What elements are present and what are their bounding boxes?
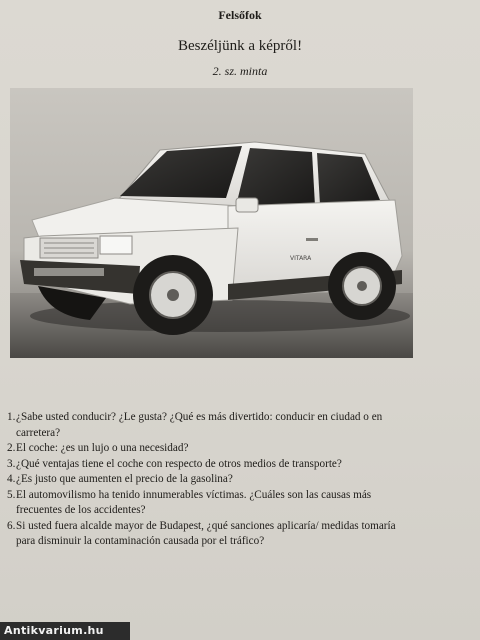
question-item: [7, 457, 417, 473]
question-text: El coche: ¿es un lujo o una necesidad?: [16, 442, 189, 454]
watermark-logo: Antikvarium.hu: [0, 622, 130, 640]
question-text: ¿Es justo que aumenten el precio de la gasolina?: [16, 473, 233, 485]
question-number: 2.: [7, 442, 16, 454]
question-text: Si usted fuera alcalde mayor de Budapest, ¿qué sanciones aplicaría/ medidas tomaría para disminuir la contaminación causada por el tráfico?: [16, 519, 396, 547]
question-item: [7, 472, 417, 488]
question-text: ¿Sabe usted conducir? ¿Le gusta? ¿Qué es más divertido: conducir en ciudad o en carretera?: [16, 411, 383, 439]
car-photo: [10, 88, 413, 358]
question-item: [7, 488, 417, 519]
question-item: [7, 519, 417, 550]
car-illustration: [10, 88, 413, 358]
question-number: 3.: [7, 457, 16, 470]
question-text: El automovilismo ha tenido innumerables víctimas. ¿Cuáles son las causas más frecuentes de los accidentes?: [16, 488, 372, 516]
page-subtitle: 2. sz. minta: [212, 64, 268, 78]
question-item: [7, 410, 417, 441]
question-number: 5.: [7, 488, 16, 501]
question-number: 6.: [7, 519, 16, 532]
question-text: ¿Qué ventajas tiene el coche con respecto de otros medios de transporte?: [16, 457, 342, 470]
question-item: [7, 441, 417, 457]
page-title: Beszéljünk a képről!: [177, 38, 303, 54]
section-label: Felsőfok: [218, 8, 262, 22]
question-number: 1.: [7, 411, 16, 423]
vehicle-badge: VITARA: [290, 255, 312, 262]
question-number: 4.: [7, 473, 16, 485]
question-list: [7, 410, 417, 550]
